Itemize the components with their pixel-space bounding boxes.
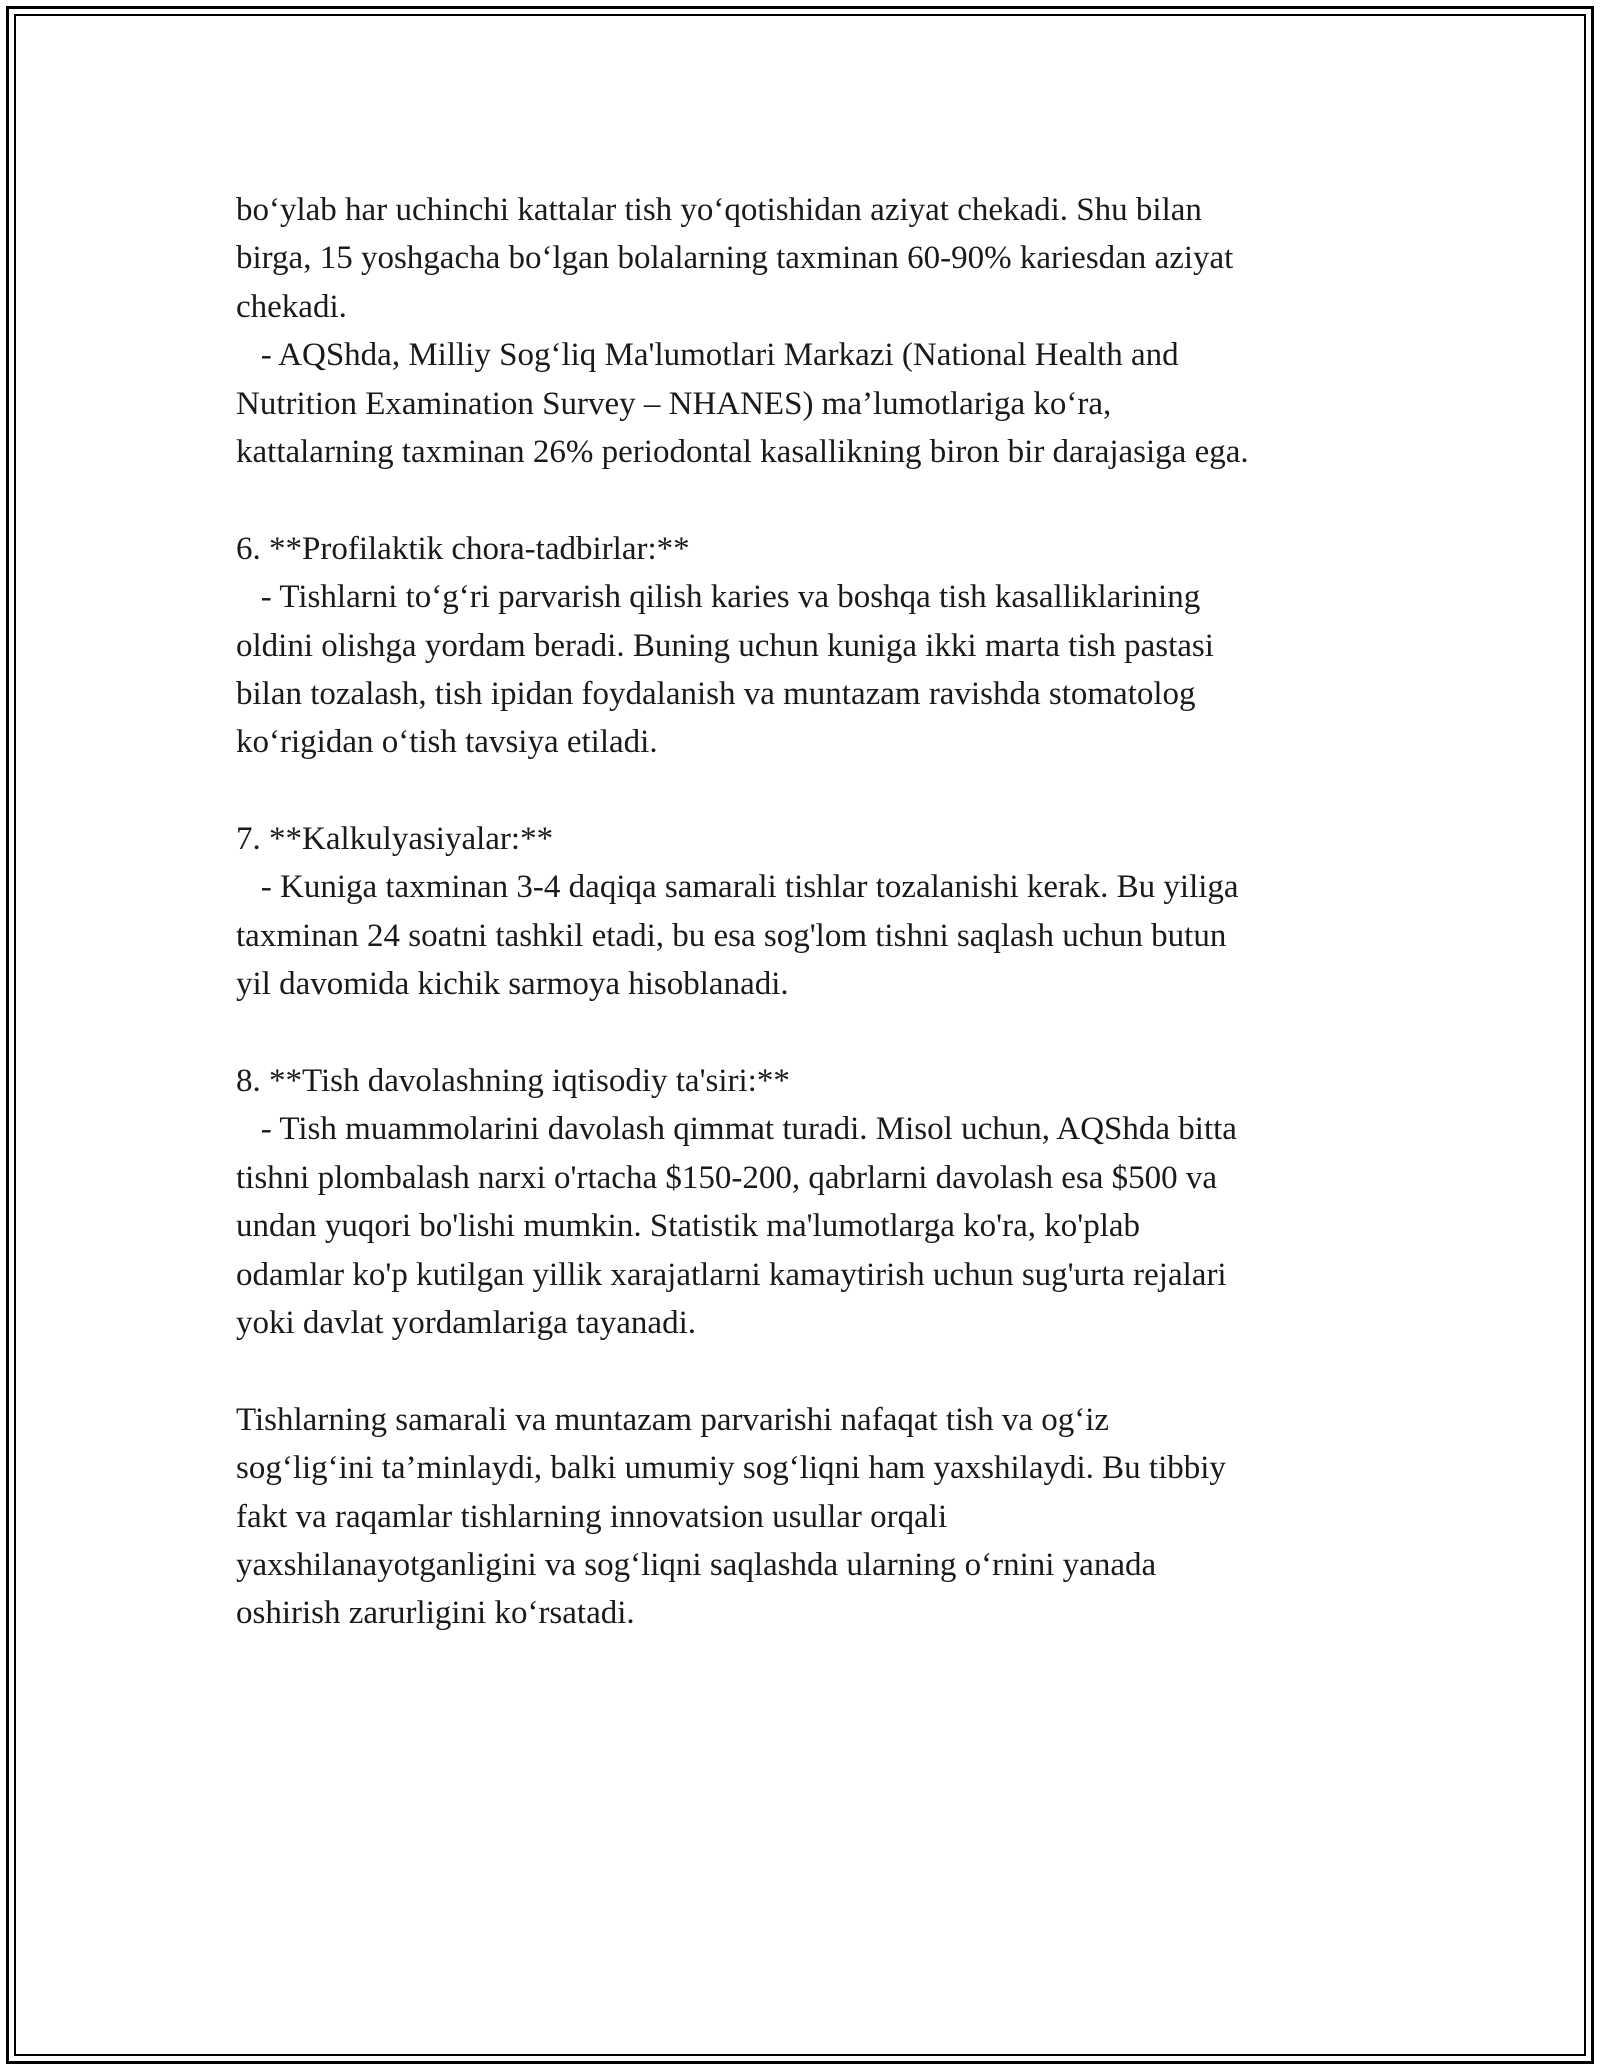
- text-line: fakt va raqamlar tishlarning innovatsion usullar orqali: [236, 1498, 948, 1535]
- text-line: oshirish zarurligini ko‘rsatadi.: [236, 1595, 635, 1632]
- text-line: Tishlarning samarali va muntazam parvarishi nafaqat tish va og‘iz: [236, 1401, 1110, 1438]
- text-line: taxminan 24 soatni tashkil etadi, bu esa sog'lom tishni saqlash uchun butun: [236, 917, 1227, 954]
- document-body: [236, 186, 1436, 1638]
- text-line: Nutrition Examination Survey – NHANES) ma’lumotlariga ko‘ra,: [236, 385, 1112, 422]
- text-line: - Kuniga taxminan 3-4 daqiqa samarali tishlar tozalanishi kerak. Bu yiliga: [236, 869, 1239, 906]
- text-line: tishni plombalash narxi o'rtacha $150-200, qabrlarni davolash esa $500 va: [236, 1159, 1218, 1196]
- section-heading: 8. **Tish davolashning iqtisodiy ta'siri:**: [236, 1063, 790, 1100]
- text-line: ko‘rigidan o‘tish tavsiya etiladi.: [236, 724, 658, 761]
- text-line: birga, 15 yoshgacha bo‘lgan bolalarning taxminan 60-90% kariesdan aziyat: [236, 240, 1234, 277]
- section-heading: 6. **Profilaktik chora-tadbirlar:**: [236, 530, 690, 567]
- paragraph-statistics: [236, 186, 1436, 476]
- paragraph-conclusion: [236, 1396, 1436, 1638]
- text-line: undan yuqori bo'lishi mumkin. Statistik ma'lumotlarga ko'ra, ko'plab: [236, 1208, 1141, 1245]
- text-line: yil davomida kichik sarmoya hisoblanadi.: [236, 966, 789, 1003]
- paragraph-gap: [236, 767, 1436, 815]
- paragraph-gap: [236, 1009, 1436, 1057]
- text-line: bilan tozalash, tish ipidan foydalanish va muntazam ravishda stomatolog: [236, 675, 1196, 712]
- section-heading: 7. **Kalkulyasiyalar:**: [236, 821, 554, 858]
- text-line: sog‘lig‘ini ta’minlaydi, balki umumiy sog‘liqni ham yaxshilaydi. Bu tibbiy: [236, 1450, 1226, 1487]
- text-line: odamlar ko'p kutilgan yillik xarajatlarni kamaytirish uchun sug'urta rejalari: [236, 1256, 1227, 1293]
- paragraph-gap: [236, 476, 1436, 524]
- paragraph-section-6: [236, 525, 1436, 767]
- text-line: bo‘ylab har uchinchi kattalar tish yo‘qotishidan aziyat chekadi. Shu bilan: [236, 192, 1202, 228]
- text-line: oldini olishga yordam beradi. Buning uchun kuniga ikki marta tish pastasi: [236, 627, 1214, 664]
- paragraph-gap: [236, 1347, 1436, 1395]
- text-line: kattalarning taxminan 26% periodontal kasallikning biron bir darajasiga ega.: [236, 433, 1249, 470]
- text-line: yoki davlat yordamlariga tayanadi.: [236, 1304, 697, 1341]
- text-line: - Tish muammolarini davolash qimmat turadi. Misol uchun, AQShda bitta: [236, 1111, 1237, 1148]
- text-line: chekadi.: [236, 288, 347, 325]
- text-line: - Tishlarni to‘g‘ri parvarish qilish karies va boshqa tish kasalliklarining: [236, 579, 1201, 616]
- paragraph-section-7: [236, 815, 1436, 1009]
- text-line: yaxshilanayotganligini va sog‘liqni saqlashda ularning o‘rnini yanada: [236, 1546, 1157, 1583]
- paragraph-section-8: [236, 1057, 1436, 1347]
- text-line: - AQShda, Milliy Sog‘liq Ma'lumotlari Markazi (National Health and: [236, 337, 1179, 374]
